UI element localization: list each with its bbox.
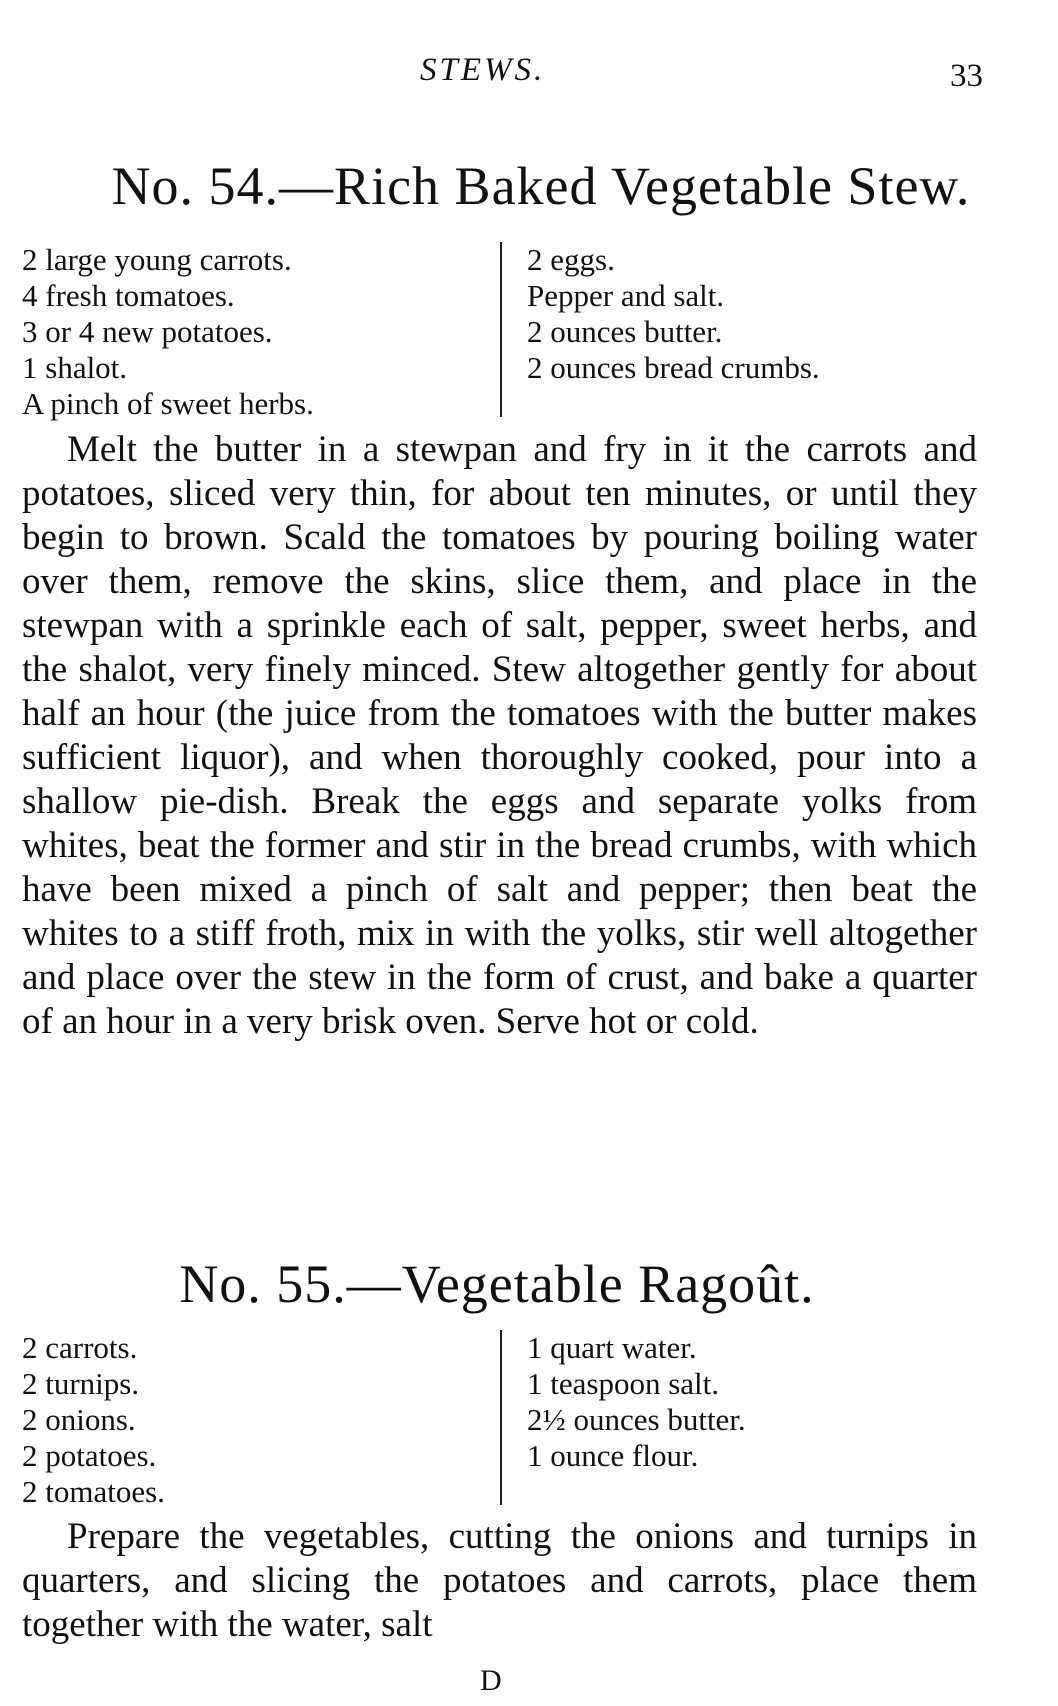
ingredients-list-55 [22,1330,1022,1510]
page-number: 33 [950,58,983,94]
ingredient-item: 4 fresh tomatoes. [22,278,235,313]
ingredient-item: 2 eggs. [527,242,615,277]
ingredient-item: 1 shalot. [22,350,128,385]
ingredient-item: 1 quart water. [527,1330,697,1365]
ingredient-item: 2 onions. [22,1402,136,1437]
ingredients-list-54 [22,242,1022,427]
ingredient-item: 1 ounce flour. [527,1438,699,1473]
ingredient-item: 2 ounces butter. [527,314,723,349]
ingredients-column-left [22,1330,165,1510]
recipe-title-55: No. 55.—Vegetable Ragoût. [179,1254,815,1314]
ingredient-item: 2 carrots. [22,1330,138,1365]
ingredient-item: 2 potatoes. [22,1438,157,1473]
ingredients-column-left [22,242,314,422]
running-title: STEWS. [420,52,546,88]
ingredient-item: 2½ ounces butter. [527,1402,746,1437]
ingredient-item: 2 turnips. [22,1366,140,1401]
recipe-title-54: No. 54.—Rich Baked Vegetable Stew. [111,156,971,216]
ingredient-item: 3 or 4 new potatoes. [22,314,273,349]
ingredient-item: Pepper and salt. [527,278,725,313]
method-paragraph-55: Prepare the vegetables, cutting the onions and turnips in quarters, and slicing the potatoes and carrots, place them together with the water, salt [22,1516,977,1645]
running-head [0,52,1058,92]
column-divider [500,1330,502,1505]
ingredient-item: 2 ounces bread crumbs. [527,350,820,385]
ingredient-item: 2 tomatoes. [22,1474,165,1509]
ingredient-item: 1 teaspoon salt. [527,1366,719,1401]
ingredients-column-right [527,1330,746,1474]
method-paragraph-54: Melt the butter in a stewpan and fry in it the carrots and potatoes, sliced very thin, for about ten minutes, or until they begin to brown. Scald the tomatoes by pouring boiling water over them, remove the skins, slice them, and place in the stewpan with a sprinkle each of salt, pepper, sweet herbs, and the shalot, very finely minced. Stew altogether gently for about half an hour (the juice from the tomatoes with the butter makes sufficient liquor), and when thoroughly cooked, pour into a shallow pie-dish. Break the eggs and separate yolks from whites, beat the former and stir in the bread crumbs, with which have been mixed a pinch of salt and pepper; then beat the whites to a stiff froth, mix in with the yolks, stir well altogether and place over the stew in the form of crust, and bake a quarter of an hour in a very brisk oven. Serve hot or cold. [22,429,977,1042]
ingredients-column-right [527,242,820,386]
signature-mark: D [480,1664,502,1697]
ingredient-item: 2 large young carrots. [22,242,292,277]
ingredient-item: A pinch of sweet herbs. [22,386,314,421]
column-divider [500,242,502,417]
